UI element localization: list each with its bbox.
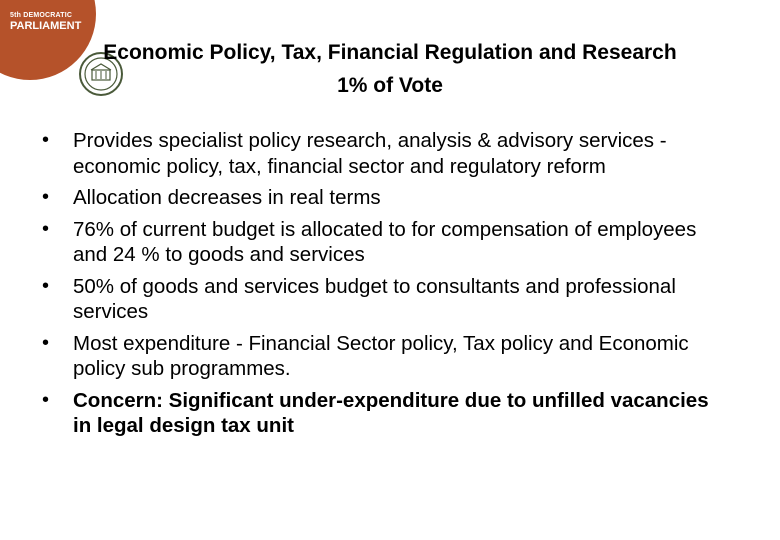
bullet-dot-icon: • <box>42 388 50 411</box>
bullet-dot-icon: • <box>42 186 50 208</box>
bullet-item <box>40 274 730 325</box>
logo-line-2: PARLIAMENT <box>10 20 82 32</box>
bullet-dot-icon: • <box>42 274 50 297</box>
bullet-text: Most expenditure - Financial Sector policy, Tax policy and Economic policy sub programmes. <box>73 331 689 380</box>
logo-text <box>10 12 81 32</box>
bullet-item-concern <box>40 388 730 439</box>
bullet-item <box>40 331 730 382</box>
bullet-dot-icon: • <box>42 217 50 240</box>
bullet-dot-icon: • <box>42 331 50 354</box>
bullet-item <box>40 185 730 211</box>
bullet-item <box>40 217 730 268</box>
title-line-1: Economic Policy, Tax, Financial Regulation and Research <box>103 41 677 64</box>
title-line-2: 1% of Vote <box>337 74 443 97</box>
logo-line-1: 5th DEMOCRATIC <box>10 12 73 19</box>
bullet-dot-icon: • <box>42 129 50 151</box>
bullet-text: 50% of goods and services budget to consultants and professional services <box>73 274 676 323</box>
bullet-list <box>40 128 730 445</box>
bullet-text: Concern: Significant under-expenditure due to unfilled vacancies in legal design tax unit <box>73 388 709 437</box>
bullet-item <box>40 128 730 179</box>
bullet-text: Provides specialist policy research, analysis & advisory services - economic policy, tax, financial sector and regulatory reform <box>73 129 667 178</box>
bullet-text: Allocation decreases in real terms <box>73 186 381 209</box>
slide-title <box>40 36 740 102</box>
bullet-text: 76% of current budget is allocated to for compensation of employees and 24 % to goods and services <box>73 217 697 266</box>
